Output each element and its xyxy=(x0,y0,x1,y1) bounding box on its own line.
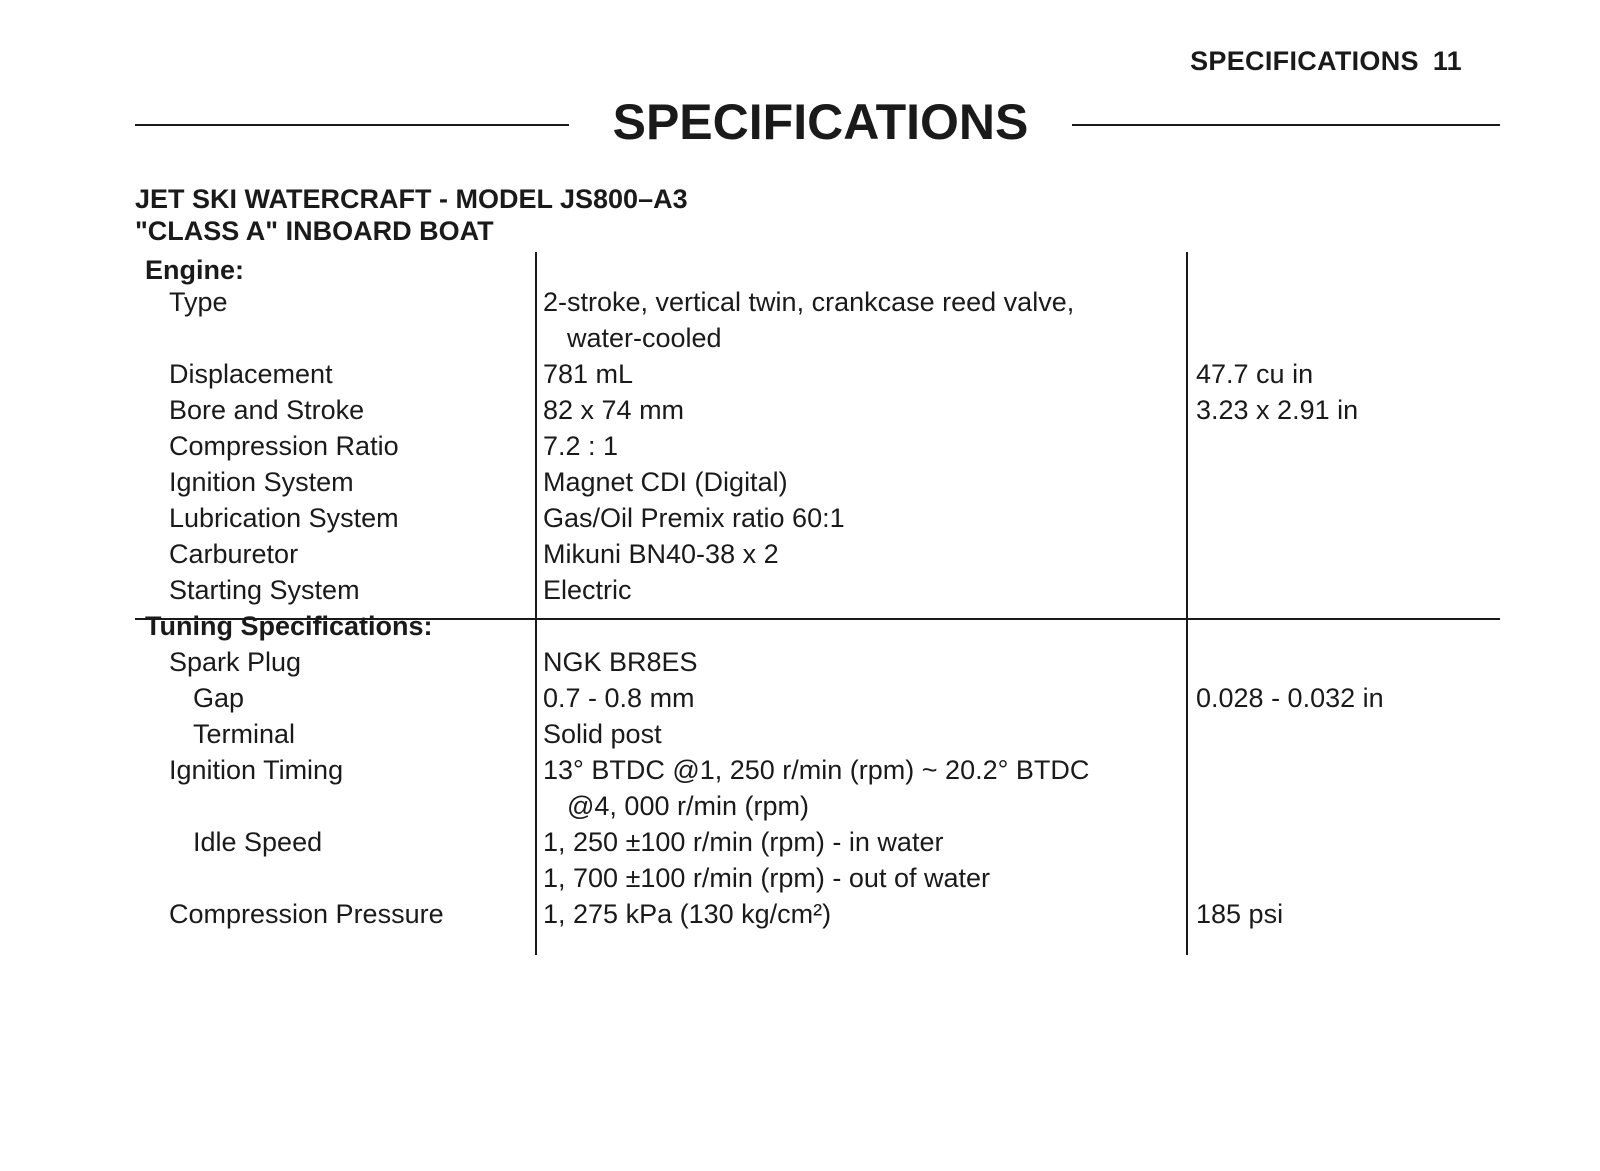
spec-label: Bore and Stroke xyxy=(169,395,365,425)
running-head-section: SPECIFICATIONS xyxy=(1190,46,1419,76)
spec-label: Ignition System xyxy=(169,467,354,497)
spec-metric-continuation: @4, 000 r/min (rpm) xyxy=(567,791,809,821)
spec-imperial-value: 47.7 cu in xyxy=(1196,359,1314,389)
spec-label: Gap xyxy=(193,683,245,713)
spec-metric-value: NGK BR8ES xyxy=(543,647,698,677)
spec-metric-value: Electric xyxy=(543,575,632,605)
spec-label: Lubrication System xyxy=(169,503,399,533)
spec-metric-value: 2-stroke, vertical twin, crankcase reed valve, xyxy=(543,287,1075,317)
spec-label: Displacement xyxy=(169,359,333,389)
page-title: SPECIFICATIONS xyxy=(612,94,1029,150)
spec-metric-continuation: 1, 700 ±100 r/min (rpm) - out of water xyxy=(543,863,990,893)
model-name: JET SKI WATERCRAFT - MODEL JS800–A3 xyxy=(135,184,688,214)
spec-label: Starting System xyxy=(169,575,360,605)
section-heading-engine: Engine: xyxy=(145,255,244,285)
spec-metric-value: Mikuni BN40-38 x 2 xyxy=(543,539,779,569)
column-divider-imperial xyxy=(1186,252,1188,955)
spec-metric-value: 7.2 : 1 xyxy=(543,431,619,461)
spec-label: Idle Speed xyxy=(193,827,323,857)
running-head xyxy=(1190,46,1462,77)
title-rule-left xyxy=(135,124,569,126)
spec-metric-value: Magnet CDI (Digital) xyxy=(543,467,788,497)
spec-label: Type xyxy=(169,287,228,317)
spec-imperial-value: 3.23 x 2.91 in xyxy=(1196,395,1359,425)
model-class: "CLASS A" INBOARD BOAT xyxy=(135,216,494,246)
spec-metric-value: Solid post xyxy=(543,719,662,749)
spec-label: Carburetor xyxy=(169,539,299,569)
spec-metric-value: 82 x 74 mm xyxy=(543,395,685,425)
spec-label: Spark Plug xyxy=(169,647,302,677)
spec-metric-value: 1, 250 ±100 r/min (rpm) - in water xyxy=(543,827,944,857)
spec-label: Terminal xyxy=(193,719,296,749)
column-divider-metric xyxy=(535,252,537,955)
spec-imperial-value: 0.028 - 0.032 in xyxy=(1196,683,1384,713)
page-number: 11 xyxy=(1432,46,1462,76)
spec-metric-continuation: water-cooled xyxy=(567,323,722,353)
spec-label: Ignition Timing xyxy=(169,755,344,785)
spec-metric-value: 0.7 - 0.8 mm xyxy=(543,683,695,713)
spec-imperial-value: 185 psi xyxy=(1196,899,1284,929)
section-heading-tuning: Tuning Specifications: xyxy=(145,611,433,641)
spec-metric-value: Gas/Oil Premix ratio 60:1 xyxy=(543,503,845,533)
title-rule-right xyxy=(1072,124,1500,126)
spec-metric-value: 781 mL xyxy=(543,359,634,389)
spec-metric-value: 1, 275 kPa (130 kg/cm²) xyxy=(543,899,832,929)
spec-label: Compression Pressure xyxy=(169,899,444,929)
spec-label: Compression Ratio xyxy=(169,431,399,461)
spec-metric-value: 13° BTDC @1, 250 r/min (rpm) ~ 20.2° BTDC xyxy=(543,755,1090,785)
title-row xyxy=(135,92,1500,152)
